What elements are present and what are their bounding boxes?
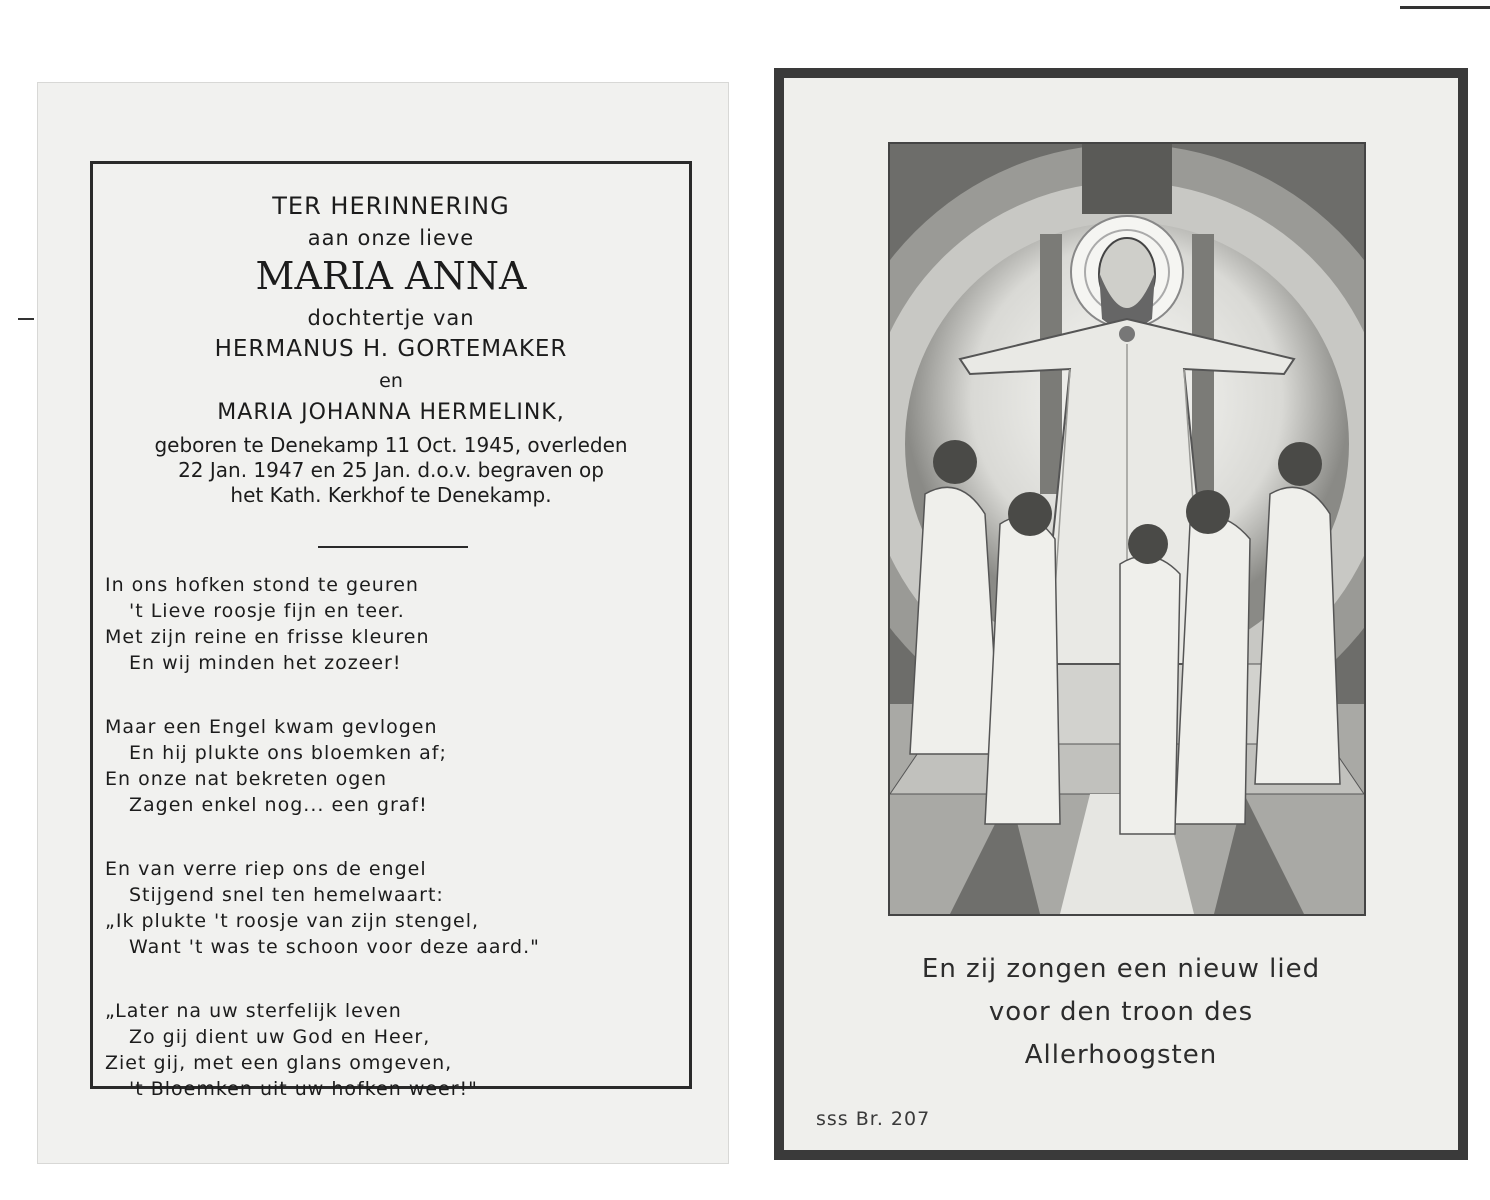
bio-line-3: het Kath. Kerkhof te Denekamp. (230, 483, 552, 507)
caption-line-3: Allerhoogsten (1024, 1040, 1218, 1070)
poem-stanza-1 (105, 572, 675, 676)
father-name: HERMANUS H. GORTEMAKER (214, 336, 568, 362)
poem (105, 572, 675, 1140)
conjunction-en: en (379, 370, 403, 392)
verse-line: „Later na uw sterfelijk leven (105, 1000, 402, 1022)
verse-line: Met zijn reine en frisse kleuren (105, 626, 430, 648)
card-header (93, 192, 689, 508)
verse-line: Want 't was te schoon voor deze aard." (129, 936, 540, 958)
caption-line-1: En zij zongen een nieuw lied (921, 954, 1321, 984)
memorial-card-picture-side (774, 68, 1468, 1160)
verse-line: En hij plukte ons bloemken af; (129, 742, 447, 764)
bio-line-2: 22 Jan. 1947 en 25 Jan. d.o.v. begraven op (178, 458, 604, 482)
verse-line: 't Lieve roosje fijn en teer. (129, 600, 405, 622)
verse-line: „Ik plukte 't roosje van zijn stengel, (105, 910, 480, 932)
verse-line: En onze nat bekreten ogen (105, 768, 388, 790)
verse-line: En wij minden het zozeer! (129, 652, 402, 674)
scan-mark-left (18, 318, 34, 320)
poem-stanza-3 (105, 856, 675, 960)
verse-line: En van verre riep ons de engel (105, 858, 427, 880)
card-inner (784, 78, 1458, 1150)
card-border-frame (90, 161, 692, 1100)
bio-line-1: geboren te Denekamp 11 Oct. 1945, overleden (154, 433, 628, 457)
relation-text: dochtertje van (307, 306, 475, 330)
verse-line: Zagen enkel nog... een graf! (129, 794, 428, 816)
poem-stanza-4 (105, 998, 675, 1102)
verse-line: Stijgend snel ten hemelwaart: (129, 884, 444, 906)
verse-line: Maar een Engel kwam gevlogen (105, 716, 438, 738)
verse-line: In ons hofken stond te geuren (105, 574, 419, 596)
publisher-code: sss Br. 207 (816, 1108, 931, 1130)
memorial-card-text-side (38, 83, 728, 1163)
scan-mark-top (1400, 6, 1490, 9)
mother-name: MARIA JOHANNA HERMELINK, (217, 400, 565, 425)
caption-line-2: voor den troon des (988, 997, 1254, 1027)
christ-enthroned-illustration (890, 144, 1364, 914)
verse-line: Zo gij dient uw God en Heer, (129, 1026, 431, 1048)
caption (784, 948, 1458, 1077)
poem-stanza-2 (105, 714, 675, 818)
verse-line: 't Bloemken uit uw hofken weer!" (129, 1078, 478, 1100)
heading-ter-herinnering: TER HERINNERING (272, 192, 510, 220)
header-divider (318, 546, 468, 548)
heading-aan-onze-lieve: aan onze lieve (307, 226, 475, 250)
deceased-name: MARIA ANNA (255, 254, 527, 298)
verse-line: Ziet gij, met een glans omgeven, (105, 1052, 453, 1074)
devotional-illustration (888, 142, 1366, 916)
